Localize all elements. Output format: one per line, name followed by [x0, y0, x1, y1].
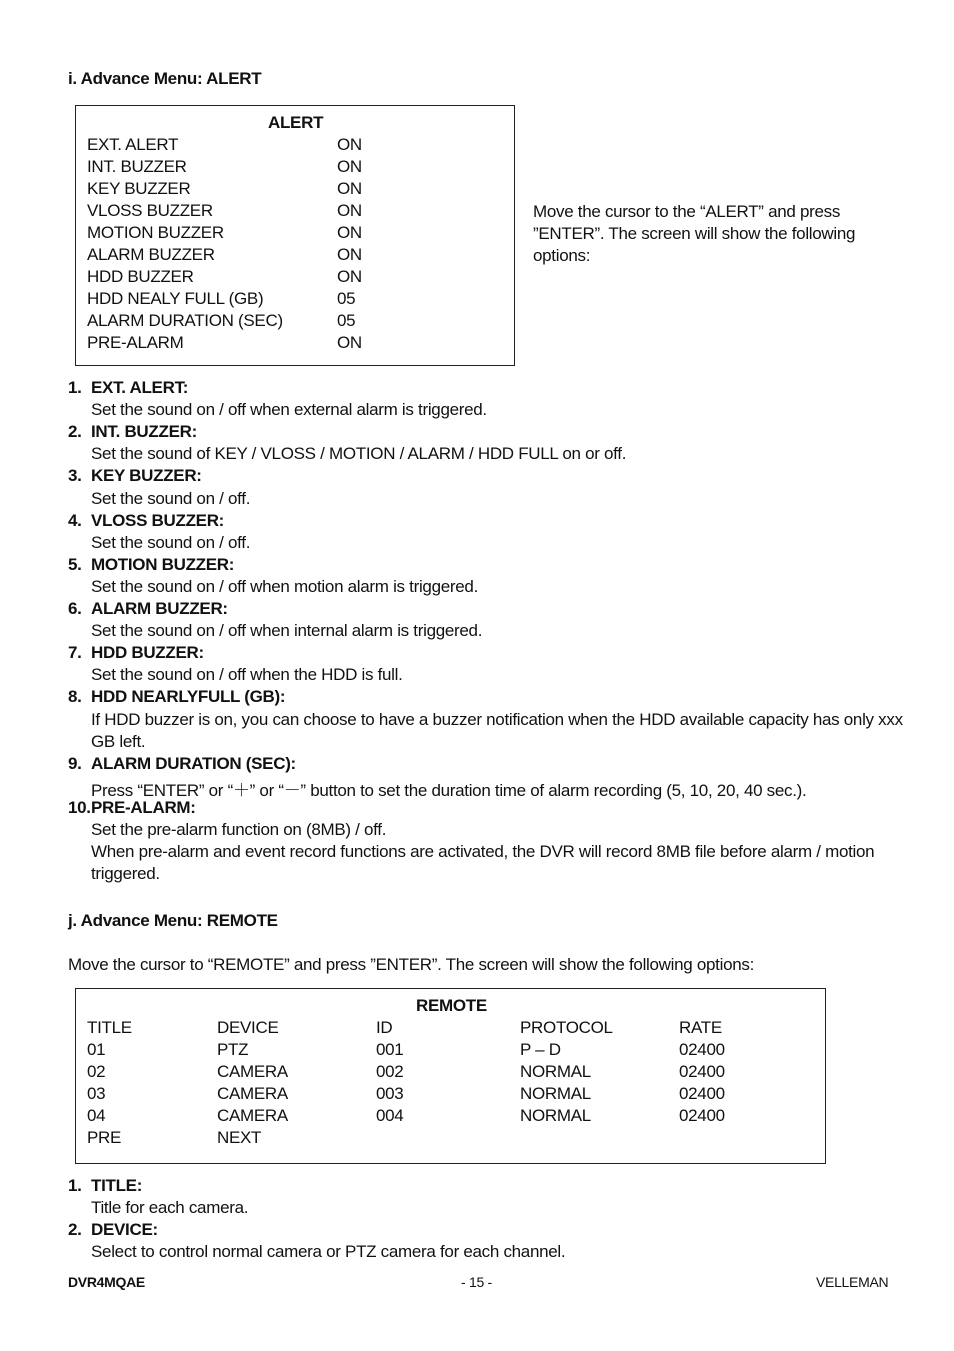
remote-column-header: TITLE	[87, 1018, 132, 1037]
remote-cell: 03	[87, 1084, 106, 1103]
alert-setting-label: ALARM DURATION (SEC)	[87, 311, 283, 330]
remote-cell: 004	[376, 1106, 404, 1125]
item-description: Set the sound on / off.	[91, 532, 251, 552]
alert-setting-label: HDD BUZZER	[87, 267, 194, 286]
item-number: 6.	[68, 599, 82, 618]
remote-cell: CAMERA	[217, 1084, 288, 1103]
item-description: If HDD buzzer is on, you can choose to have a buzzer notification when the HDD available capacity has only xxx	[91, 709, 903, 729]
alert-setting-value: ON	[337, 223, 362, 242]
remote-cell: 02400	[679, 1040, 725, 1059]
item-description: Set the pre-alarm function on (8MB) / off.	[91, 820, 387, 839]
remote-cell: 001	[376, 1040, 404, 1059]
section-j-intro: Move the cursor to “REMOTE” and press ”ENTER”. The screen will show the following options:	[68, 955, 755, 974]
item-heading	[68, 754, 296, 774]
remote-cell: P – D	[520, 1040, 561, 1059]
alert-setting-value: ON	[337, 135, 362, 154]
item-number: 10.	[68, 797, 91, 817]
item-number: 1.	[68, 378, 82, 397]
section-j-heading: j. Advance Menu: REMOTE	[68, 911, 278, 930]
remote-menu-header: REMOTE	[416, 996, 487, 1015]
alert-setting-label: HDD NEALY FULL (GB)	[87, 289, 264, 308]
remote-cell: 003	[376, 1084, 404, 1103]
item-title: KEY BUZZER:	[91, 466, 202, 486]
item-title: HDD NEARLYFULL (GB):	[91, 687, 286, 707]
remote-cell: 04	[87, 1106, 106, 1125]
remote-column-header: RATE	[679, 1018, 722, 1037]
remote-cell: 02400	[679, 1106, 725, 1125]
alert-setting-value: 05	[337, 289, 356, 308]
remote-cell: NORMAL	[520, 1062, 591, 1081]
item-title: PRE-ALARM:	[91, 797, 196, 817]
item-description: Set the sound on / off when motion alarm is triggered.	[91, 576, 478, 596]
item-number: 3.	[68, 466, 82, 486]
item-title: TITLE:	[91, 1176, 143, 1195]
item-heading	[68, 643, 204, 663]
item-number: 4.	[68, 510, 82, 530]
remote-cell: 02400	[679, 1062, 725, 1081]
item-heading	[68, 555, 234, 575]
item-number: 9.	[68, 753, 82, 773]
alert-setting-label: MOTION BUZZER	[87, 223, 224, 242]
item-description: Press “ENTER” or “＋” or “－” button to set the duration time of alarm recording (5, 10, 20, 40 sec.).	[91, 780, 807, 800]
remote-column-header: PROTOCOL	[520, 1018, 613, 1037]
footer-brand: VELLEMAN	[816, 1274, 889, 1290]
alert-setting-value: ON	[337, 333, 362, 352]
item-title: EXT. ALERT:	[91, 378, 189, 397]
item-description: Set the sound on / off when the HDD is full.	[91, 665, 403, 685]
item-title: ALARM BUZZER:	[91, 599, 228, 618]
item-number: 7.	[68, 643, 82, 663]
alert-menu-header: ALERT	[268, 113, 324, 132]
remote-cell: 02	[87, 1062, 106, 1081]
item-description: triggered.	[91, 864, 160, 884]
alert-setting-value: ON	[337, 201, 362, 220]
item-heading	[68, 422, 197, 442]
footer-model: DVR4MQAE	[68, 1274, 145, 1290]
side-text-line: options:	[533, 246, 591, 265]
alert-setting-label: ALARM BUZZER	[87, 245, 215, 264]
alert-setting-label: PRE-ALARM	[87, 333, 184, 352]
remote-cell: 002	[376, 1062, 404, 1081]
alert-setting-label: INT. BUZZER	[87, 157, 187, 176]
item-description: When pre-alarm and event record functions are activated, the DVR will record 8MB file before alarm / motion	[91, 842, 875, 862]
item-number: 2.	[68, 1220, 82, 1239]
item-description: Set the sound on / off.	[91, 488, 251, 508]
item-heading	[68, 599, 228, 619]
remote-column-header: DEVICE	[217, 1018, 279, 1037]
remote-cell: PRE	[87, 1128, 122, 1147]
remote-cell: PTZ	[217, 1040, 249, 1059]
item-number: 2.	[68, 422, 82, 442]
item-description: GB left.	[91, 731, 146, 751]
item-title: VLOSS BUZZER:	[91, 510, 225, 530]
alert-setting-label: EXT. ALERT	[87, 135, 179, 154]
side-text-line: ”ENTER”. The screen will show the following	[533, 224, 856, 243]
item-heading	[68, 1176, 142, 1196]
alert-setting-value: 05	[337, 311, 356, 330]
item-heading	[68, 687, 285, 707]
remote-cell: NORMAL	[520, 1106, 591, 1125]
remote-cell: NORMAL	[520, 1084, 591, 1103]
item-title: ALARM DURATION (SEC):	[91, 753, 296, 773]
item-heading	[68, 378, 188, 398]
alert-setting-label: KEY BUZZER	[87, 179, 191, 198]
item-title: DEVICE:	[91, 1220, 158, 1239]
item-description: Set the sound of KEY / VLOSS / MOTION / ALARM / HDD FULL on or off.	[91, 444, 627, 464]
item-title: MOTION BUZZER:	[91, 554, 235, 574]
remote-column-header: ID	[376, 1018, 393, 1037]
section-i-heading: i. Advance Menu: ALERT	[68, 69, 262, 88]
alert-setting-value: ON	[337, 245, 362, 264]
remote-cell: 02400	[679, 1084, 725, 1103]
item-heading	[68, 466, 202, 486]
alert-setting-value: ON	[337, 267, 362, 286]
item-description: Title for each camera.	[91, 1198, 249, 1217]
item-title: HDD BUZZER:	[91, 643, 204, 663]
item-number: 1.	[68, 1176, 82, 1195]
item-description: Set the sound on / off when internal alarm is triggered.	[91, 621, 483, 641]
remote-cell: NEXT	[217, 1128, 262, 1147]
item-title: INT. BUZZER:	[91, 422, 197, 442]
remote-cell: CAMERA	[217, 1062, 288, 1081]
side-text-line: Move the cursor to the “ALERT” and press	[533, 202, 841, 221]
item-description: Set the sound on / off when external alarm is triggered.	[91, 400, 487, 420]
alert-setting-value: ON	[337, 179, 362, 198]
item-number: 8.	[68, 687, 82, 707]
remote-menu-box	[75, 988, 826, 1164]
item-heading	[68, 1220, 158, 1240]
item-description: Select to control normal camera or PTZ camera for each channel.	[91, 1242, 566, 1261]
item-heading	[68, 798, 196, 818]
alert-menu-box	[75, 105, 515, 366]
item-number: 5.	[68, 554, 82, 574]
footer-page-number: - 15 -	[461, 1274, 492, 1290]
remote-cell: 01	[87, 1040, 106, 1059]
alert-setting-value: ON	[337, 157, 362, 176]
remote-cell: CAMERA	[217, 1106, 288, 1125]
item-heading	[68, 511, 224, 531]
alert-setting-label: VLOSS BUZZER	[87, 201, 213, 220]
